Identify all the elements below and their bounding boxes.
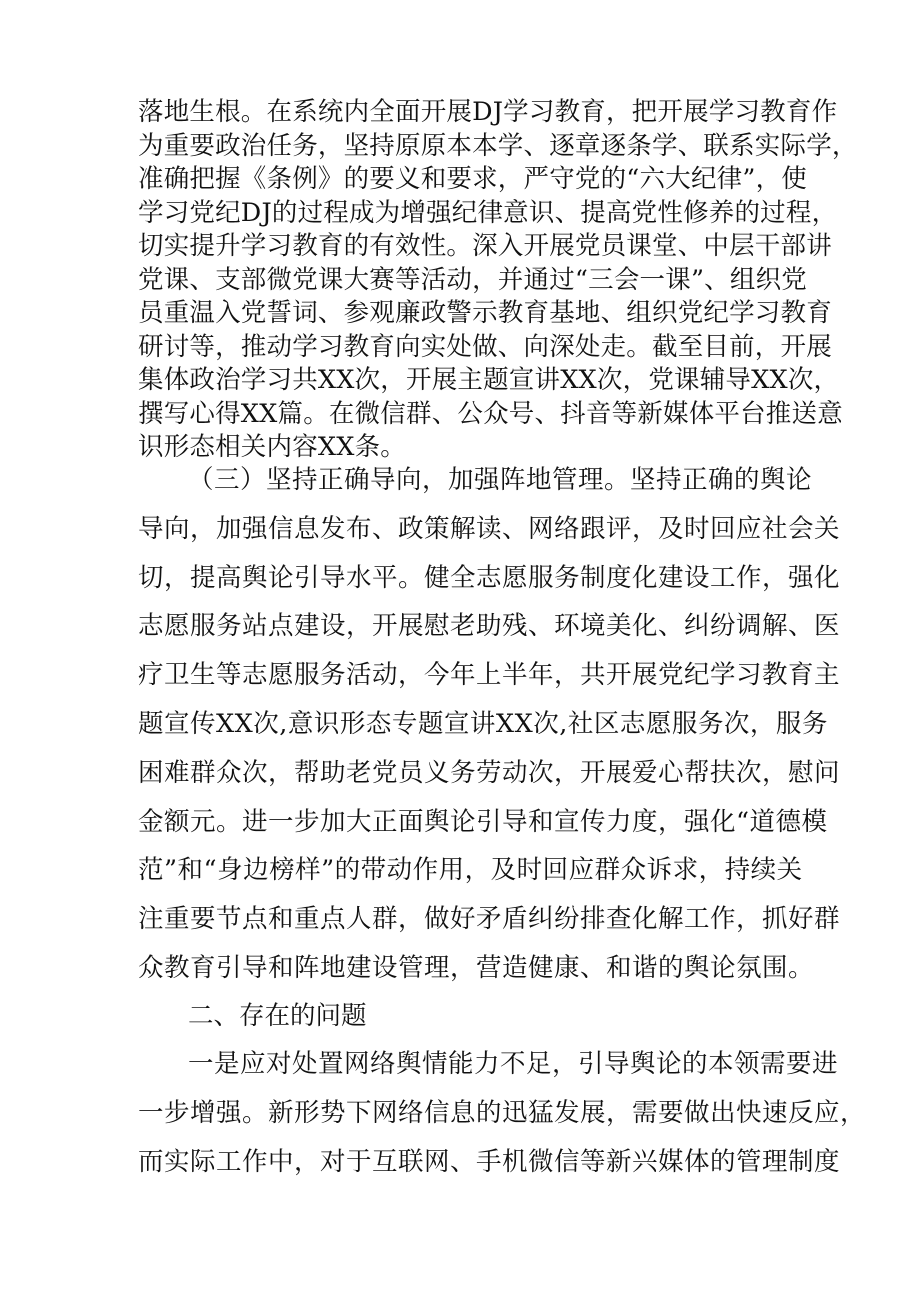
paragraph-line: 志愿服务站点建设，开展慰老助残、环境美化、纠纷调解、医	[138, 611, 841, 642]
paragraph-line: 学习党纪DJ的过程成为增强纪律意识、提高党性修养的过程，	[138, 197, 838, 228]
paragraph-line: 撰写心得XX篇。在微信群、公众号、抖音等新媒体平台推送意	[138, 398, 843, 429]
paragraph-line: 一是应对处置网络舆情能力不足，引导舆论的本领需要进	[188, 1049, 839, 1079]
paragraph-line: 一步增强。新形势下网络信息的迅猛发展，需要做出快速反应，	[138, 1097, 867, 1128]
paragraph-1	[138, 96, 858, 465]
paragraph-line: 题宣传XX次,意识形态专题宣讲XX次,社区志愿服务次，服务	[138, 708, 828, 739]
paragraph-line: 落地生根。在系统内全面开展DJ学习教育，把开展学习教育作	[138, 97, 838, 127]
section-heading: 二、存在的问题	[188, 1001, 367, 1031]
paragraph-line: 范”和“身边榜样”的带动作用，及时回应群众诉求，持续关	[138, 855, 803, 886]
paragraph-line: 为重要政治任务，坚持原原本本学、逐章逐条学、联系实际学，	[138, 130, 858, 161]
paragraph-line: 员重温入党誓词、参观廉政警示教育基地、组织党纪学习教育	[138, 298, 832, 328]
paragraph-line: 识形态相关内容XX条。	[138, 432, 407, 462]
paragraph-line: 党课、支部微党课大赛等活动，并通过“三会一课”、组织党	[138, 264, 807, 295]
paragraph-line: 切，提高舆论引导水平。健全志愿服务制度化建设工作，强化	[138, 562, 841, 593]
paragraph-2	[138, 456, 841, 993]
paragraph-3	[138, 1040, 867, 1186]
paragraph-line: 注重要节点和重点人群，做好矛盾纠纷排查化解工作，抓好群	[138, 904, 841, 935]
paragraph-line: 导向，加强信息发布、政策解读、网络跟评，及时回应社会关	[138, 513, 841, 544]
paragraph-line: 金额元。进一步加大正面舆论引导和宣传力度，强化“道德模	[138, 806, 828, 837]
paragraph-line: 而实际工作中，对于互联网、手机微信等新兴媒体的管理制度	[138, 1146, 841, 1177]
paragraph-line: 切实提升学习教育的有效性。深入开展党员课堂、中层干部讲	[138, 231, 832, 261]
paragraph-line: 准确把握《条例》的要义和要求，严守党的“六大纪律”，使	[138, 164, 807, 194]
paragraph-line: 疗卫生等志愿服务活动，今年上半年，共开展党纪学习教育主	[138, 660, 841, 691]
paragraph-line: 集体政治学习共XX次，开展主题宣讲XX次，党课辅导XX次，	[138, 365, 840, 395]
paragraph-line: 困难群众次，帮助老党员义务劳动次，开展爱心帮扶次，慰问	[138, 757, 841, 788]
paragraph-line: 研讨等，推动学习教育向实处做、向深处走。截至目前，开展	[138, 331, 832, 362]
paragraph-line: 众教育引导和阵地建设管理，营造健康、和谐的舆论氛围。	[138, 952, 815, 983]
paragraph-line: （三）坚持正确导向，加强阵地管理。坚持正确的舆论	[188, 465, 813, 495]
